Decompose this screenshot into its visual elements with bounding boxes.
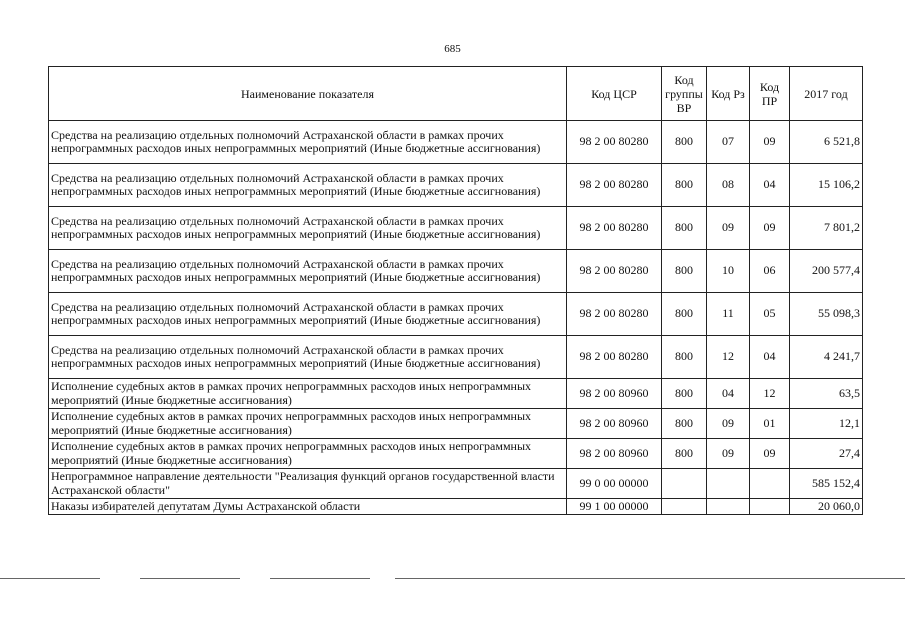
row-csr: 98 2 00 80960 [567, 379, 662, 409]
row-vr: 800 [662, 207, 707, 250]
row-pr: 01 [750, 409, 790, 439]
row-csr: 99 0 00 00000 [567, 469, 662, 499]
table-row [49, 469, 863, 499]
row-rz [707, 469, 750, 499]
row-csr: 98 2 00 80960 [567, 409, 662, 439]
row-name: Средства на реализацию отдельных полномочий Астраханской области в рамках прочих непрограммных расходов иных непрограммных мероприятий (Иные бюджетные ассигнования) [49, 164, 567, 207]
row-amount: 55 098,3 [790, 293, 863, 336]
row-csr: 98 2 00 80960 [567, 439, 662, 469]
row-name: Исполнение судебных актов в рамках прочих непрограммных расходов иных непрограммных мероприятий (Иные бюджетные ассигнования) [49, 409, 567, 439]
row-pr: 09 [750, 439, 790, 469]
row-rz: 10 [707, 250, 750, 293]
table-row [49, 379, 863, 409]
header-vr: Код группы ВР [662, 67, 707, 121]
row-amount: 15 106,2 [790, 164, 863, 207]
row-rz: 04 [707, 379, 750, 409]
row-vr: 800 [662, 121, 707, 164]
footer-rule-1 [0, 578, 100, 579]
row-rz: 11 [707, 293, 750, 336]
row-pr: 09 [750, 121, 790, 164]
row-pr: 09 [750, 207, 790, 250]
row-vr: 800 [662, 250, 707, 293]
row-amount: 27,4 [790, 439, 863, 469]
row-csr: 98 2 00 80280 [567, 207, 662, 250]
row-name: Непрограммное направление деятельности "Реализация функций органов государственной власти Астраханской области" [49, 469, 567, 499]
row-pr: 04 [750, 336, 790, 379]
row-rz: 09 [707, 439, 750, 469]
row-vr: 800 [662, 336, 707, 379]
row-rz [707, 499, 750, 515]
row-rz: 12 [707, 336, 750, 379]
row-name: Средства на реализацию отдельных полномочий Астраханской области в рамках прочих непрограммных расходов иных непрограммных мероприятий (Иные бюджетные ассигнования) [49, 250, 567, 293]
row-rz: 08 [707, 164, 750, 207]
row-amount: 200 577,4 [790, 250, 863, 293]
row-csr: 99 1 00 00000 [567, 499, 662, 515]
row-pr [750, 469, 790, 499]
header-year: 2017 год [790, 67, 863, 121]
footer-rule-2 [140, 578, 240, 579]
row-vr: 800 [662, 409, 707, 439]
row-csr: 98 2 00 80280 [567, 293, 662, 336]
row-csr: 98 2 00 80280 [567, 336, 662, 379]
row-vr: 800 [662, 379, 707, 409]
row-vr [662, 469, 707, 499]
row-rz: 07 [707, 121, 750, 164]
table-row [49, 499, 863, 515]
page-number: 685 [444, 43, 461, 55]
row-name: Средства на реализацию отдельных полномочий Астраханской области в рамках прочих непрограммных расходов иных непрограммных мероприятий (Иные бюджетные ассигнования) [49, 121, 567, 164]
table-row [49, 164, 863, 207]
row-vr: 800 [662, 164, 707, 207]
header-name: Наименование показателя [49, 67, 567, 121]
row-amount: 63,5 [790, 379, 863, 409]
row-csr: 98 2 00 80280 [567, 250, 662, 293]
row-pr: 06 [750, 250, 790, 293]
row-name: Средства на реализацию отдельных полномочий Астраханской области в рамках прочих непрограммных расходов иных непрограммных мероприятий (Иные бюджетные ассигнования) [49, 293, 567, 336]
row-vr: 800 [662, 293, 707, 336]
budget-table [48, 66, 863, 515]
table-row [49, 207, 863, 250]
table-row [49, 121, 863, 164]
row-rz: 09 [707, 207, 750, 250]
row-amount: 20 060,0 [790, 499, 863, 515]
row-name: Исполнение судебных актов в рамках прочих непрограммных расходов иных непрограммных мероприятий (Иные бюджетные ассигнования) [49, 379, 567, 409]
footer-rule-3 [270, 578, 370, 579]
row-pr: 05 [750, 293, 790, 336]
row-amount: 585 152,4 [790, 469, 863, 499]
row-pr: 12 [750, 379, 790, 409]
header-rz: Код Рз [707, 67, 750, 121]
row-name: Средства на реализацию отдельных полномочий Астраханской области в рамках прочих непрограммных расходов иных непрограммных мероприятий (Иные бюджетные ассигнования) [49, 207, 567, 250]
row-pr [750, 499, 790, 515]
footer-rule-4 [395, 578, 905, 579]
table-row [49, 409, 863, 439]
row-pr: 04 [750, 164, 790, 207]
table-row [49, 439, 863, 469]
row-vr: 800 [662, 439, 707, 469]
table-row [49, 336, 863, 379]
row-rz: 09 [707, 409, 750, 439]
row-name: Исполнение судебных актов в рамках прочих непрограммных расходов иных непрограммных мероприятий (Иные бюджетные ассигнования) [49, 439, 567, 469]
header-csr: Код ЦСР [567, 67, 662, 121]
row-amount: 12,1 [790, 409, 863, 439]
row-name: Наказы избирателей депутатам Думы Астраханской области [49, 499, 567, 515]
row-csr: 98 2 00 80280 [567, 121, 662, 164]
table-row [49, 250, 863, 293]
row-vr [662, 499, 707, 515]
row-name: Средства на реализацию отдельных полномочий Астраханской области в рамках прочих непрограммных расходов иных непрограммных мероприятий (Иные бюджетные ассигнования) [49, 336, 567, 379]
row-amount: 4 241,7 [790, 336, 863, 379]
table-row [49, 293, 863, 336]
row-csr: 98 2 00 80280 [567, 164, 662, 207]
row-amount: 7 801,2 [790, 207, 863, 250]
table-header-row [49, 67, 863, 121]
row-amount: 6 521,8 [790, 121, 863, 164]
header-pr: Код ПР [750, 67, 790, 121]
